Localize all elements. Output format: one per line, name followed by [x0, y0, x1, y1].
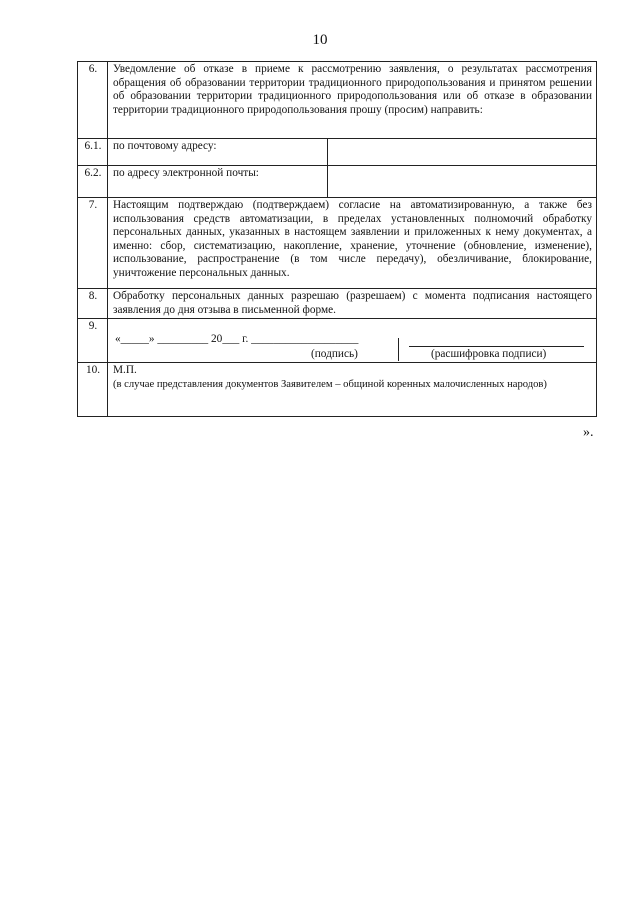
date-signature-line[interactable]: «_____» _________ 20___ г. ___________________ [115, 333, 359, 346]
signature-divider [398, 338, 399, 361]
signature-decoding-line[interactable] [409, 346, 584, 347]
processing-permission-text: Обработку персональных данных разрешаю (разрешаем) с момента подписания настоящего заявления до дня отзыва в письменной форме. [108, 289, 597, 319]
postal-address-label: по почтовому адресу: [108, 139, 328, 166]
page-number: 10 [312, 32, 328, 48]
table-row-6 [78, 62, 597, 139]
email-address-label: по адресу электронной почты: [108, 166, 328, 198]
row-number: 7. [78, 198, 108, 289]
application-form-table [77, 61, 597, 417]
row-number: 6. [78, 62, 108, 139]
signature-caption: (подпись) [311, 348, 358, 361]
row-number: 6.2. [78, 166, 108, 198]
stamp-label: М.П. [113, 364, 137, 377]
signature-block [113, 320, 592, 360]
personal-data-consent-text: Настоящим подтверждаю (подтверждаем) согласие на автоматизированную, а также без использования средств автоматизации, в пределах установленных полномочий обработку персональных данных, указанных в настоящем заявлении и приложенных к нему документах, а именно: сбор, систематизацию, накопление, хранение, уточнение (обновление, изменение), использование, распространение (в том числе передачу), обезличивание, блокирование, уничтожение персональных данных. [108, 198, 597, 289]
row-number: 6.1. [78, 139, 108, 166]
table-row-8 [78, 289, 597, 319]
stamp-cell [108, 363, 597, 417]
row-number: 8. [78, 289, 108, 319]
postal-address-field[interactable] [328, 139, 597, 166]
row-number: 10. [78, 363, 108, 417]
signature-decoding-caption: (расшифровка подписи) [431, 348, 547, 361]
table-row-10 [78, 363, 597, 417]
email-address-field[interactable] [328, 166, 597, 198]
closing-quote-mark: ». [583, 425, 594, 440]
notification-method-text: Уведомление об отказе в приеме к рассмотрению заявления, о результатах рассмотрения обращения об образовании территории традиционного природопользования и принятом решении об образовании территории традиционного природопользования или об отказе в образовании территории традиционного природопользования прошу (просим) направить: [108, 62, 597, 139]
stamp-note: (в случае представления документов Заявителем – общиной коренных малочисленных народов) [113, 378, 547, 390]
table-row-7 [78, 198, 597, 289]
table-row-9 [78, 319, 597, 363]
table-row-6-1 [78, 139, 597, 166]
signature-cell [108, 319, 597, 363]
row-number: 9. [78, 319, 108, 363]
table-row-6-2 [78, 166, 597, 198]
